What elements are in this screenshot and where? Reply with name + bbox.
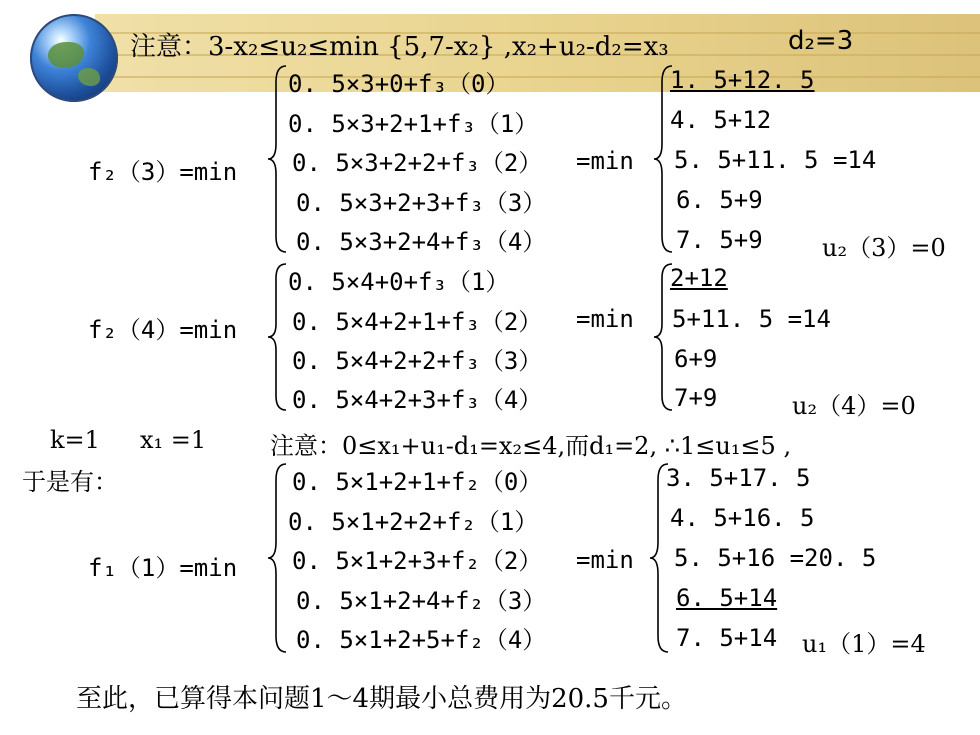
f1-1-result-4: 7. 5+14 [676,624,778,652]
f2-3-result-2: 5. 5+11. 5 =14 [674,146,877,174]
f1-1-line-3: 0. 5×1+2+4+f₂（3） [296,587,547,615]
globe-logo-icon [30,14,118,102]
f2-4-line-1: 0. 5×4+2+1+f₃（2） [292,308,543,336]
f2-3-line-4: 0. 5×3+2+4+f₃（4） [296,228,547,256]
f2-3-result-3: 6. 5+9 [676,186,763,214]
header-note: 注意：3-x₂≤u₂≤min {5,7-x₂} ,x₂+u₂-d₂=x₃ [130,32,669,62]
f1-1-u: u₁（1）=4 [802,630,926,658]
k1-note: 注意：0≤x₁+u₁-d₁=x₂≤4,而d₁=2, ∴1≤u₁≤5 , [270,432,792,460]
f1-1-result-1: 4. 5+16. 5 [670,504,815,532]
f2-4-line-2: 0. 5×4+2+2+f₃（3） [292,347,543,375]
left-brace [266,462,288,654]
f2-3-line-2: 0. 5×3+2+2+f₃（2） [292,149,543,177]
f1-1-line-0: 0. 5×1+2+1+f₂（0） [292,468,543,496]
f2-4-line-0: 0. 5×4+0+f₃（1） [288,268,510,296]
f2-3-result-1: 4. 5+12 [670,106,772,134]
f1-1-result-0: 3. 5+17. 5 [666,464,811,492]
f2-3-lhs: f₂（3）=min [88,158,238,186]
thus-label: 于是有： [22,468,118,496]
conclusion-text: 至此，已算得本问题1～4期最小总费用为20.5千元。 [76,684,687,714]
f2-3-line-0: 0. 5×3+0+f₃（0） [288,70,510,98]
header-d2: d₂=3 [788,26,854,56]
f2-4-result-1: 5+11. 5 =14 [672,305,831,333]
f2-4-lhs: f₂（4）=min [88,316,238,344]
f1-1-lhs: f₁（1）=min [88,554,238,582]
f1-1-line-2: 0. 5×1+2+3+f₂（2） [292,547,543,575]
f1-1-line-1: 0. 5×1+2+2+f₂（1） [288,508,539,536]
f2-3-result-0: 1. 5+12. 5 [670,66,815,94]
f2-4-u: u₂（4）=0 [792,392,916,420]
f2-4-line-3: 0. 5×4+2+3+f₃（4） [292,386,543,414]
f1-1-result-2: 5. 5+16 =20. 5 [674,544,877,572]
f2-4-result-0: 2+12 [670,264,728,292]
f1-1-result-3: 6. 5+14 [676,584,778,612]
x1-label: x₁ =1 [140,426,207,454]
f2-4-result-2: 6+9 [674,345,718,373]
f2-3-line-1: 0. 5×3+2+1+f₃（1） [288,110,539,138]
k-label: k=1 [50,426,100,454]
f2-3-u: u₂（3）=0 [822,234,946,262]
left-brace [266,64,288,254]
f1-1-line-4: 0. 5×1+2+5+f₂（4） [296,626,547,654]
f2-3-result-4: 7. 5+9 [676,226,763,254]
f1-1-mid: =min [576,546,634,574]
f2-4-mid: =min [576,305,634,333]
f2-3-line-3: 0. 5×3+2+3+f₃（3） [296,189,547,217]
left-brace [266,262,288,412]
f2-3-mid: =min [576,147,634,175]
f2-4-result-3: 7+9 [674,384,718,412]
